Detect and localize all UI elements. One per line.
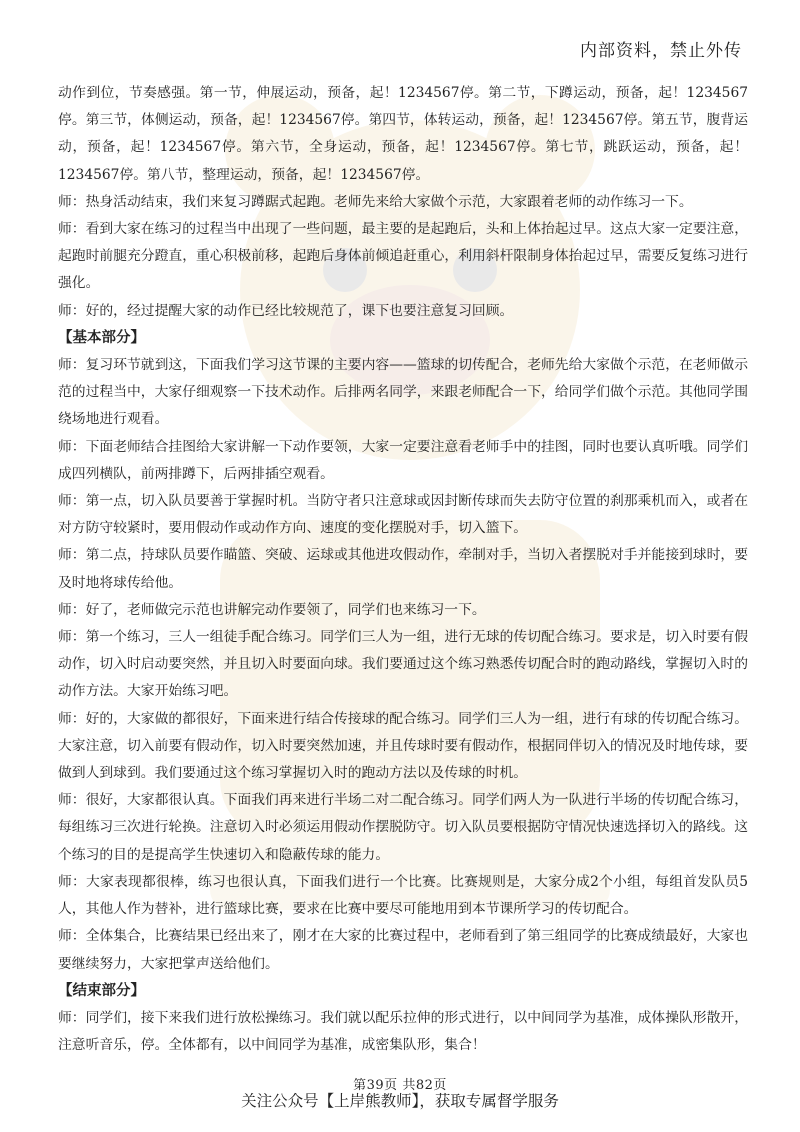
section-heading-basic: 【基本部分】 [58,329,145,346]
paragraph: 师：大家表现都很棒，练习也很认真，下面我们进行一个比赛。比赛规则是，大家分成2个小组，每组首发队员5人，其他人作为替补，进行篮球比赛，要求在比赛中要尽可能地用到本节课所学习的传切配合。 [58,873,748,918]
paragraph: 师：很好，大家都很认真。下面我们再来进行半场二对二配合练习。同学们两人为一队进行半场的传切配合练习，每组练习三次进行轮换。注意切入时必须运用假动作摆脱防守。切入队员要根据防守情况快速选择切入的路线。这个练习的目的是提高学生快速切入和隐蔽传球的能力。 [58,792,748,863]
paragraph: 师：好了，老师做完示范也讲解完动作要领了，同学们也来练习一下。 [58,601,486,618]
paragraph: 师：好的，经过提醒大家的动作已经比较规范了，课下也要注意复习回顾。 [58,302,514,319]
paragraph: 师：看到大家在练习的过程当中出现了一些问题，最主要的是起跑后，头和上体抬起过早。这点大家一定要注意，起跑时前腿充分蹬直，重心积极前移，起跑后身体前倾追赶重心，利用斜杆限制身体抬起过早，需要反复练习进行强化。 [58,221,748,292]
paragraph: 师：同学们，接下来我们进行放松操练习。我们就以配乐拉伸的形式进行，以中间同学为基准，成体操队形散开，注意听音乐，停。全体都有，以中间同学为基准，成密集队形，集合！ [58,1009,748,1054]
section-heading-ending: 【结束部分】 [58,982,145,999]
paragraph: 动作到位，节奏感强。第一节，伸展运动，预备，起！1234567停。第二节，下蹲运动，预备，起！1234567停。第三节，体侧运动，预备，起！1234567停。第四节，体转运动，预备，起！1234567停。第五节，腹背运动，预备，起！1234567停。第六节，全身运动，预备，起！1234567停。第七节，跳跃运动，预备，起！1234567停。第八节，整理运动，预备，起！1234567停。 [58,85,748,183]
page-number: 第39页 共82页 [353,1078,447,1093]
header-note: 内部资料，禁止外传 [580,41,742,61]
paragraph: 师：复习环节就到这，下面我们学习这节课的主要内容——篮球的切传配合，老师先给大家做个示范，在老师做示范的过程当中，大家仔细观察一下技术动作。后排两名同学，来跟老师配合一下，给同学们做个示范。其他同学围绕场地进行观看。 [58,357,748,428]
paragraph: 师：全体集合，比赛结果已经出来了，刚才在大家的比赛过程中，老师看到了第三组同学的比赛成绩最好，大家也要继续努力，大家把掌声送给他们。 [58,928,748,972]
document-body [58,80,748,1059]
paragraph: 师：第一个练习，三人一组徒手配合练习。同学们三人为一组，进行无球的传切配合练习。要求是，切入时要有假动作，切入时启动要突然，并且切入时要面向球。我们要通过这个练习熟悉传切配合时的跑动路线，掌握切入时的动作方法。大家开始练习吧。 [58,629,748,700]
paragraph: 师：第二点，持球队员要作瞄篮、突破、运球或其他进攻假动作，牵制对手，当切入者摆脱对手并能接到球时，要及时地将球传给他。 [58,547,748,591]
paragraph: 师：好的，大家做的都很好，下面来进行结合传接球的配合练习。同学们三人为一组，进行有球的传切配合练习。大家注意，切入前要有假动作，切入时要突然加速，并且传球时要有假动作，根据同伴切入的情况及时地传球，要做到人到球到。我们要通过这个练习掌握切入时的跑动方法以及传球的时机。 [58,710,748,782]
promo-text: 关注公众号【上岸熊教师】，获取专属督学服务 [241,1092,559,1110]
paragraph: 师：热身活动结束，我们来复习蹲踞式起跑。老师先来给大家做个示范，大家跟着老师的动作练习一下。 [58,193,693,210]
paragraph: 师：第一点，切入队员要善于掌握时机。当防守者只注意球或因封断传球而失去防守位置的刹那乘机而入，或者在对方防守较紧时，要用假动作或动作方向、速度的变化摆脱对手，切入篮下。 [58,493,748,537]
paragraph: 师：下面老师结合挂图给大家讲解一下动作要领，大家一定要注意看老师手中的挂图，同时也要认真听哦。同学们成四列横队，前两排蹲下，后两排插空观看。 [58,438,748,482]
